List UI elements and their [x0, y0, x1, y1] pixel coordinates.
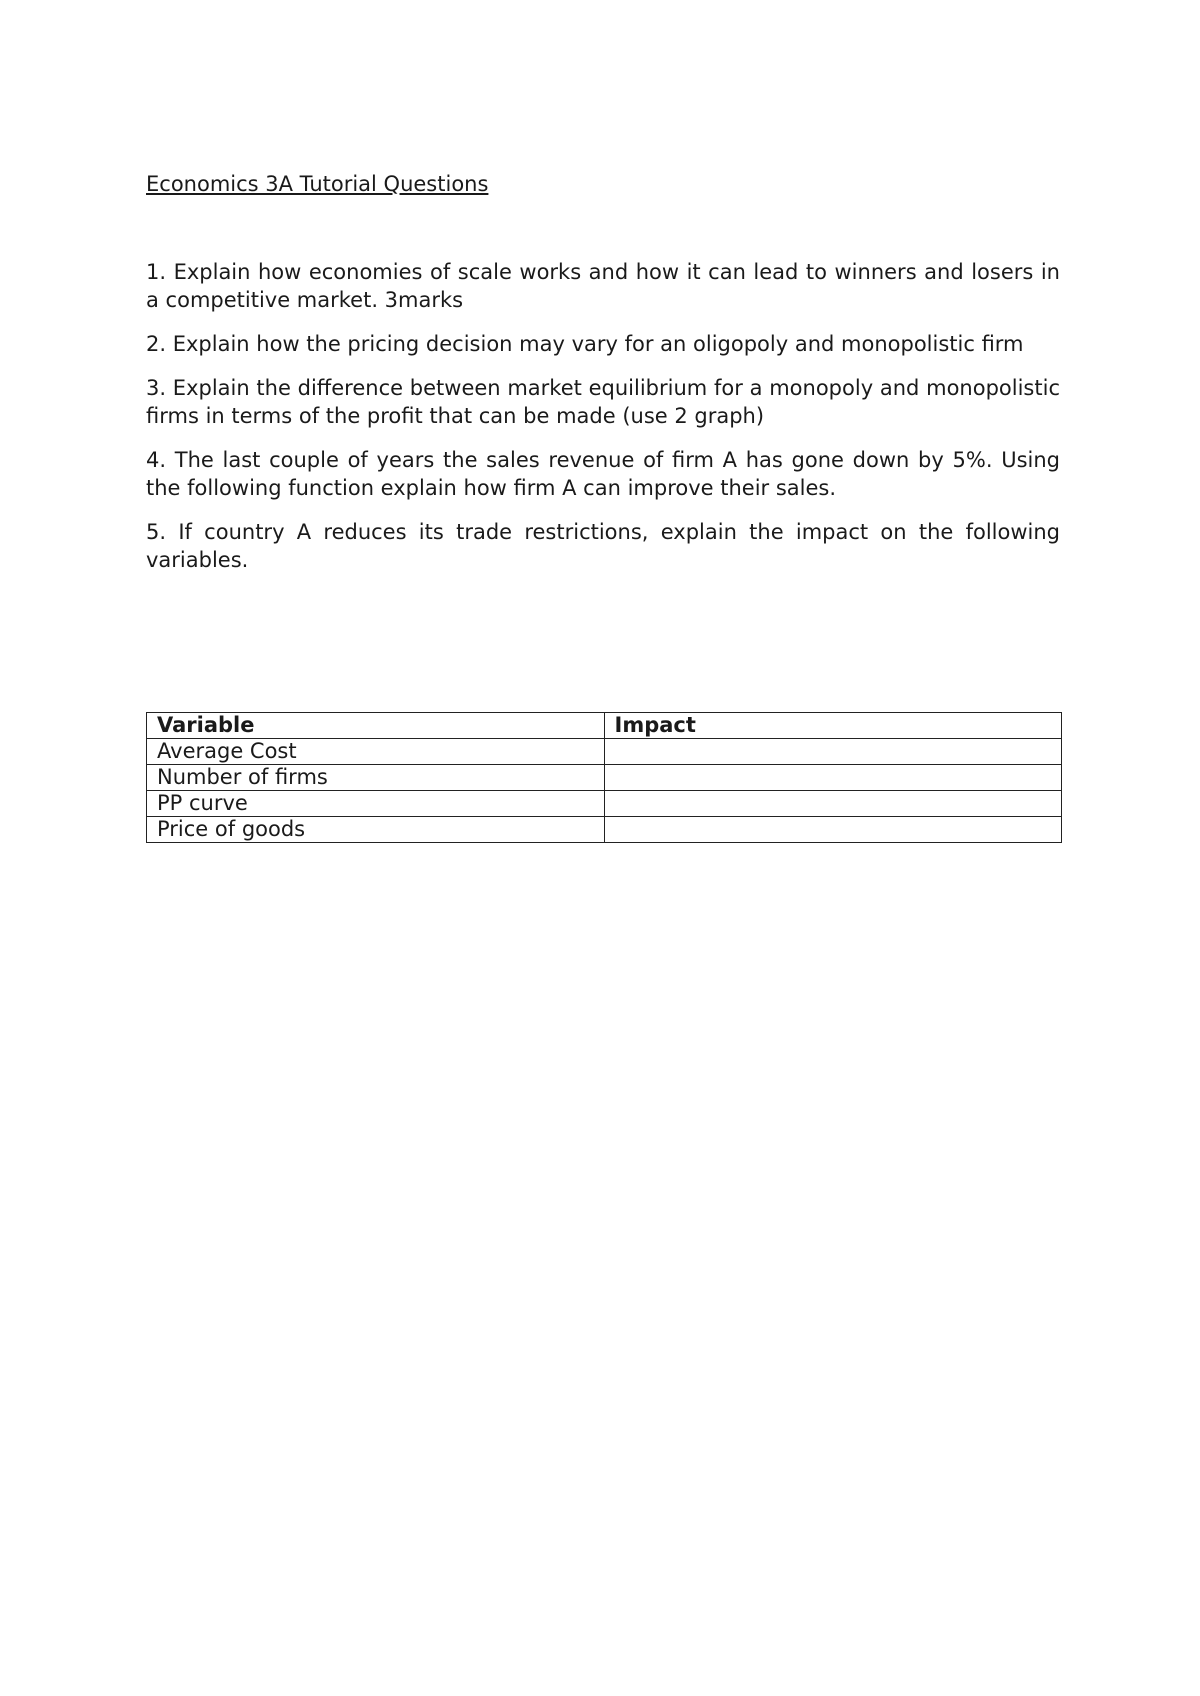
table-cell-variable: Average Cost: [147, 739, 605, 765]
question-text: If country A reduces its trade restrictions, explain the impact on the following variables.: [146, 520, 1060, 572]
question-number: 5.: [146, 520, 167, 544]
question-number: 2.: [146, 332, 167, 356]
table-header-row: [147, 713, 1062, 739]
question-number: 4.: [146, 448, 167, 472]
document-body: [146, 170, 1060, 590]
question-text: Explain how the pricing decision may vary for an oligopoly and monopolistic firm: [172, 332, 1024, 356]
table-cell-impact: [604, 765, 1062, 791]
question-number: 1.: [146, 260, 167, 284]
table-cell-variable: PP curve: [147, 791, 605, 817]
table-row: [147, 791, 1062, 817]
question-text: Explain the difference between market equilibrium for a monopoly and monopolistic firms in terms of the profit that can be made (use 2 graph): [146, 376, 1060, 428]
document-title: Economics 3A Tutorial Questions: [146, 172, 489, 196]
table-row: [147, 765, 1062, 791]
question-text: Explain how economies of scale works and how it can lead to winners and losers in a competitive market. 3marks: [146, 260, 1060, 312]
question-2: [146, 330, 1060, 358]
question-5: [146, 518, 1060, 574]
table-cell-impact: [604, 791, 1062, 817]
question-4: [146, 446, 1060, 502]
question-number: 3.: [146, 376, 167, 400]
table-cell-variable: Price of goods: [147, 817, 605, 843]
column-header-variable: Variable: [147, 713, 605, 739]
table-row: [147, 739, 1062, 765]
table-cell-impact: [604, 817, 1062, 843]
column-header-impact: Impact: [604, 713, 1062, 739]
variables-table: [146, 712, 1062, 843]
table-cell-variable: Number of firms: [147, 765, 605, 791]
table-row: [147, 817, 1062, 843]
table-cell-impact: [604, 739, 1062, 765]
question-text: The last couple of years the sales revenue of firm A has gone down by 5%. Using the following function explain how firm A can improve their sales.: [146, 448, 1060, 500]
question-3: [146, 374, 1060, 430]
variables-table-container: [146, 712, 1062, 843]
question-1: [146, 258, 1060, 314]
